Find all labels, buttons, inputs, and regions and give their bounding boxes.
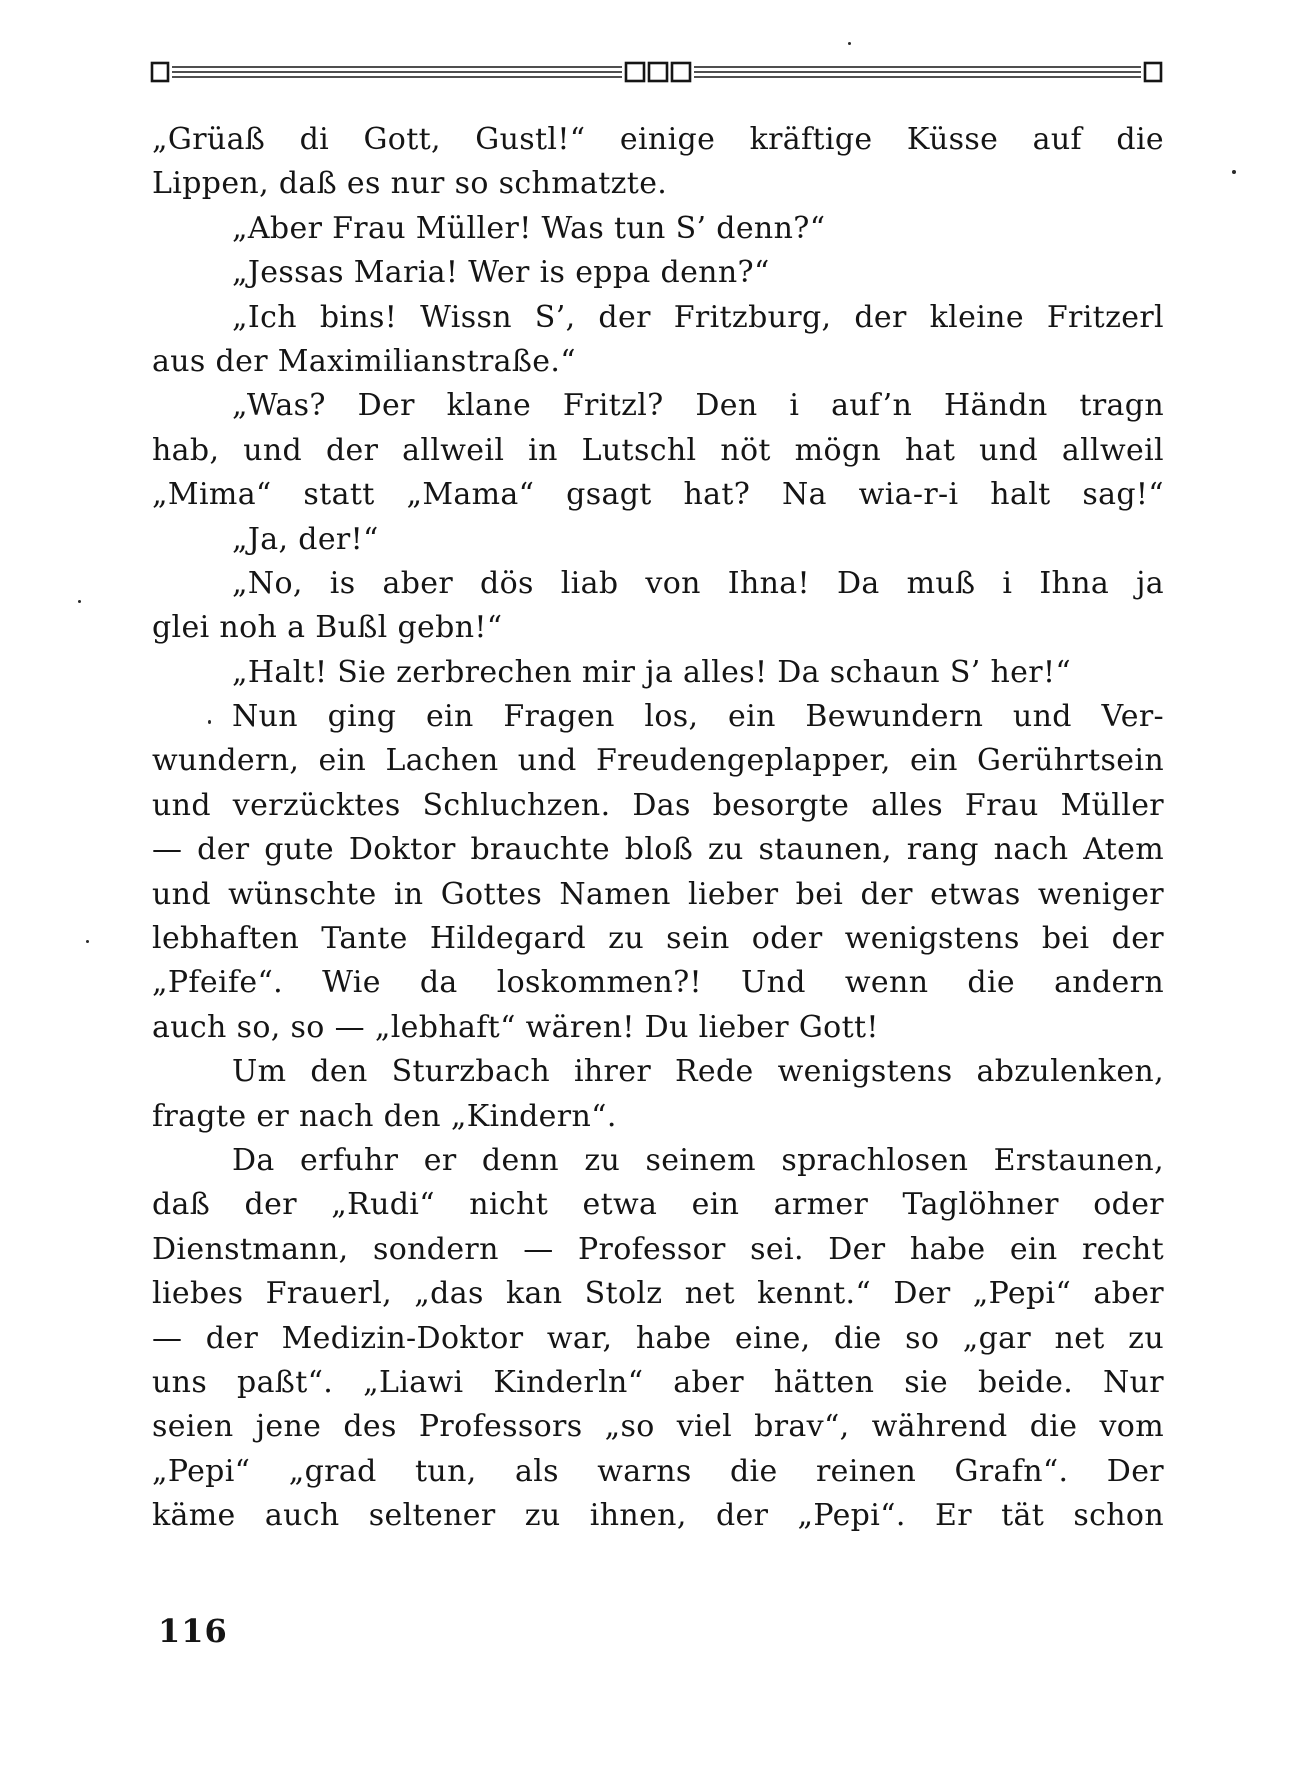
text-line: Um den Sturzbach ihrer Rede wenigstens abzulenken, [232, 1054, 1164, 1090]
scan-speck [78, 600, 81, 603]
body-text [152, 118, 1164, 1539]
text-line: seien jene des Professors „so viel brav“, während die vom [152, 1409, 1164, 1445]
text-line: uns paßt“. „Liawi Kinderln“ aber hätten sie beide. Nur [152, 1364, 1164, 1400]
text-line: „Mima“ statt „Mama“ gsagt hat? Na wia-r-i halt sag!“ [152, 477, 1164, 513]
text-line: liebes Frauerl, „das kan Stolz net kennt.“ Der „Pepi“ aber [152, 1276, 1164, 1312]
text-line: hab, und der allweil in Lutschl nöt mögn hat und allweil [152, 432, 1164, 468]
text-line: lebhaften Tante Hildegard zu sein oder wenigstens bei der [152, 921, 1164, 957]
scan-speck [848, 42, 851, 45]
text-line: „Was? Der klane Fritzl? Den i auf’n Händn tragn [232, 388, 1164, 424]
text-line: Lippen, daß es nur so schmatzte. [152, 166, 668, 202]
text-line: — der Medizin-Doktor war, habe eine, die so „gar net zu [152, 1320, 1164, 1356]
text-line: glei noh a Bußl gebn!“ [152, 610, 503, 646]
text-line: „Grüaß di Gott, Gustl!“ einige kräftige Küsse auf die [152, 122, 1164, 157]
text-line: daß der „Rudi“ nicht etwa ein armer Taglöhner oder [152, 1187, 1164, 1223]
page-number: 116 [158, 1612, 228, 1650]
text-line: „Aber Frau Müller! Was tun S’ denn?“ [232, 210, 826, 246]
text-line: Da erfuhr er denn zu seinem sprachlosen Erstaunen, [232, 1142, 1164, 1178]
scan-speck [1232, 170, 1236, 174]
text-line: und verzücktes Schluchzen. Das besorgte alles Frau Müller [152, 787, 1164, 823]
text-line: fragte er nach den „Kindern“. [152, 1098, 617, 1134]
text-line: „No, is aber dös liab von Ihna! Da muß i Ihna ja [232, 565, 1164, 601]
text-line: „Pfeife“. Wie da loskommen?! Und wenn die andern [152, 965, 1164, 1001]
text-line: „Halt! Sie zerbrechen mir ja alles! Da schaun S’ her!“ [232, 654, 1072, 690]
scan-speck [208, 720, 211, 724]
text-line: „Ja, der!“ [232, 521, 379, 557]
header-ornament-rule [150, 58, 1165, 88]
text-line: „Pepi“ „grad tun, als warns die reinen Grafn“. Der [152, 1453, 1164, 1489]
text-line: auch so, so — „lebhaft“ wären! Du lieber Gott! [152, 1009, 879, 1045]
text-line: „Jessas Maria! Wer is eppa denn?“ [232, 255, 770, 291]
text-line: und wünschte in Gottes Namen lieber bei der etwas weniger [152, 876, 1164, 912]
text-line: aus der Maximilianstraße.“ [152, 343, 576, 379]
text-line: Nun ging ein Fragen los, ein Bewundern und Ver- [232, 699, 1164, 735]
text-line: — der gute Doktor brauchte bloß zu staunen, rang nach Atem [152, 832, 1164, 868]
text-line: käme auch seltener zu ihnen, der „Pepi“. Er tät schon [152, 1498, 1164, 1534]
text-line: Dienstmann, sondern — Professor sei. Der habe ein recht [152, 1231, 1164, 1267]
text-line: „Ich bins! Wissn S’, der Fritzburg, der kleine Fritzerl [232, 299, 1164, 335]
scan-speck [86, 940, 89, 943]
text-line: wundern, ein Lachen und Freudengeplapper, ein Gerührtsein [152, 743, 1164, 779]
